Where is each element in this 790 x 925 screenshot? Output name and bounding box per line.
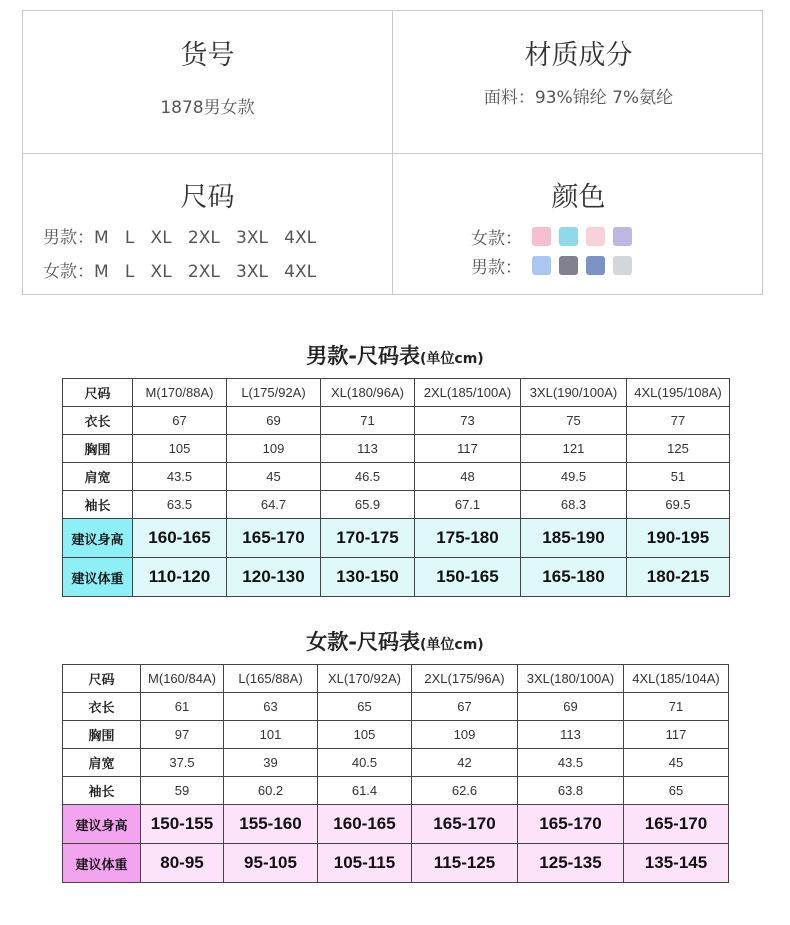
table-row (63, 407, 730, 435)
measurement-cell: 101 (224, 721, 318, 749)
measurement-cell: 105 (133, 435, 227, 463)
men-color-swatch (613, 256, 632, 275)
women-size-list (43, 257, 316, 282)
measurement-cell: 113 (518, 721, 624, 749)
men-size-list (43, 223, 316, 248)
suggestion-cell: 130-150 (321, 558, 415, 597)
suggestion-cell: 135-145 (624, 844, 729, 883)
measurement-cell: 65.9 (321, 491, 415, 519)
table-row (63, 721, 729, 749)
row-header-cell: 尺码 (63, 665, 141, 693)
measurement-cell: 63 (224, 693, 318, 721)
women-table-title-text: 女款-尺码表 (306, 630, 421, 654)
table-row (63, 463, 730, 491)
measurement-cell: 109 (412, 721, 518, 749)
size-header-cell: 4XL(195/108A) (627, 379, 730, 407)
women-color-swatch (613, 227, 632, 246)
measurement-cell: 125 (627, 435, 730, 463)
size-header-cell: 3XL(180/100A) (518, 665, 624, 693)
size-header-cell: XL(180/96A) (321, 379, 415, 407)
men-color-swatch (559, 256, 578, 275)
measurement-cell: 67 (133, 407, 227, 435)
sizes-title: 尺码 (180, 182, 235, 213)
suggestion-row (63, 558, 730, 597)
men-table-unit: (单位cm) (420, 351, 484, 367)
men-size-table (62, 378, 730, 597)
measurement-cell: 113 (321, 435, 415, 463)
measurement-cell: 67.1 (415, 491, 521, 519)
measurement-cell: 65 (318, 693, 412, 721)
women-size-values: M L XL 2XL 3XL 4XL (94, 262, 317, 282)
row-header-cell: 胸围 (63, 721, 141, 749)
men-color-swatch (586, 256, 605, 275)
row-header-cell: 建议身高 (63, 519, 133, 558)
row-header-cell: 胸围 (63, 435, 133, 463)
measurement-cell: 68.3 (521, 491, 627, 519)
men-table-title (0, 340, 790, 370)
measurement-cell: 45 (624, 749, 729, 777)
measurement-cell: 64.7 (227, 491, 321, 519)
table-header-row (63, 379, 730, 407)
measurement-cell: 61.4 (318, 777, 412, 805)
measurement-cell: 49.5 (521, 463, 627, 491)
suggestion-cell: 165-170 (227, 519, 321, 558)
suggestion-row (63, 805, 729, 844)
men-color-row (471, 254, 640, 276)
measurement-cell: 63.8 (518, 777, 624, 805)
men-size-label: 男款： (43, 228, 94, 248)
table-header-row (63, 665, 729, 693)
item-no-title: 货号 (180, 40, 235, 71)
measurement-cell: 69.5 (627, 491, 730, 519)
measurement-cell: 48 (415, 463, 521, 491)
suggestion-cell: 155-160 (224, 805, 318, 844)
measurement-cell: 67 (412, 693, 518, 721)
measurement-cell: 43.5 (133, 463, 227, 491)
size-header-cell: L(175/92A) (227, 379, 321, 407)
suggestion-row (63, 519, 730, 558)
size-header-cell: 2XL(175/96A) (412, 665, 518, 693)
measurement-cell: 97 (141, 721, 224, 749)
men-color-label: 男款： (471, 257, 522, 278)
suggestion-cell: 150-165 (415, 558, 521, 597)
measurement-cell: 69 (518, 693, 624, 721)
material-title: 材质成分 (524, 40, 633, 71)
measurement-cell: 71 (321, 407, 415, 435)
women-table-title (0, 626, 790, 656)
row-header-cell: 衣长 (63, 693, 141, 721)
measurement-cell: 61 (141, 693, 224, 721)
size-header-cell: L(165/88A) (224, 665, 318, 693)
grid-divider-horizontal (23, 153, 762, 154)
table-row (63, 435, 730, 463)
suggestion-cell: 150-155 (141, 805, 224, 844)
measurement-cell: 77 (627, 407, 730, 435)
suggestion-cell: 165-170 (412, 805, 518, 844)
suggestion-cell: 105-115 (318, 844, 412, 883)
measurement-cell: 60.2 (224, 777, 318, 805)
suggestion-cell: 80-95 (141, 844, 224, 883)
measurement-cell: 117 (624, 721, 729, 749)
men-size-values: M L XL 2XL 3XL 4XL (94, 228, 317, 248)
size-header-cell: 3XL(190/100A) (521, 379, 627, 407)
men-color-swatch (532, 256, 551, 275)
measurement-cell: 109 (227, 435, 321, 463)
suggestion-cell: 120-130 (227, 558, 321, 597)
suggestion-cell: 165-170 (624, 805, 729, 844)
measurement-cell: 117 (415, 435, 521, 463)
measurement-cell: 69 (227, 407, 321, 435)
table-row (63, 749, 729, 777)
product-info-grid (22, 10, 763, 295)
size-header-cell: XL(170/92A) (318, 665, 412, 693)
women-color-swatch (559, 227, 578, 246)
suggestion-cell: 180-215 (627, 558, 730, 597)
suggestion-cell: 115-125 (412, 844, 518, 883)
suggestion-cell: 170-175 (321, 519, 415, 558)
women-color-row (471, 225, 640, 247)
suggestion-cell: 160-165 (318, 805, 412, 844)
row-header-cell: 建议身高 (63, 805, 141, 844)
colors-title: 颜色 (551, 182, 606, 213)
suggestion-cell: 125-135 (518, 844, 624, 883)
measurement-cell: 40.5 (318, 749, 412, 777)
measurement-cell: 65 (624, 777, 729, 805)
women-size-label: 女款： (43, 262, 94, 282)
row-header-cell: 尺码 (63, 379, 133, 407)
measurement-cell: 42 (412, 749, 518, 777)
measurement-cell: 105 (318, 721, 412, 749)
measurement-cell: 75 (521, 407, 627, 435)
row-header-cell: 建议体重 (63, 558, 133, 597)
measurement-cell: 71 (624, 693, 729, 721)
material-value: 面料：93%锦纶 7%氨纶 (483, 88, 674, 108)
measurement-cell: 45 (227, 463, 321, 491)
table-row (63, 777, 729, 805)
row-header-cell: 肩宽 (63, 749, 141, 777)
measurement-cell: 62.6 (412, 777, 518, 805)
women-table-unit: (单位cm) (420, 637, 484, 653)
row-header-cell: 袖长 (63, 777, 141, 805)
table-row (63, 693, 729, 721)
measurement-cell: 73 (415, 407, 521, 435)
size-header-cell: 2XL(185/100A) (415, 379, 521, 407)
women-color-swatch (532, 227, 551, 246)
suggestion-cell: 190-195 (627, 519, 730, 558)
row-header-cell: 衣长 (63, 407, 133, 435)
item-no-value: 1878男女款 (160, 98, 255, 118)
size-header-cell: M(160/84A) (141, 665, 224, 693)
suggestion-row (63, 844, 729, 883)
measurement-cell: 39 (224, 749, 318, 777)
size-header-cell: M(170/88A) (133, 379, 227, 407)
women-color-swatch (586, 227, 605, 246)
suggestion-cell: 175-180 (415, 519, 521, 558)
suggestion-cell: 185-190 (521, 519, 627, 558)
suggestion-cell: 95-105 (224, 844, 318, 883)
suggestion-cell: 165-180 (521, 558, 627, 597)
table-row (63, 491, 730, 519)
suggestion-cell: 165-170 (518, 805, 624, 844)
measurement-cell: 46.5 (321, 463, 415, 491)
women-size-table (62, 664, 729, 883)
measurement-cell: 59 (141, 777, 224, 805)
measurement-cell: 63.5 (133, 491, 227, 519)
men-table-title-text: 男款-尺码表 (306, 344, 421, 368)
suggestion-cell: 110-120 (133, 558, 227, 597)
suggestion-cell: 160-165 (133, 519, 227, 558)
row-header-cell: 袖长 (63, 491, 133, 519)
measurement-cell: 37.5 (141, 749, 224, 777)
measurement-cell: 51 (627, 463, 730, 491)
measurement-cell: 121 (521, 435, 627, 463)
measurement-cell: 43.5 (518, 749, 624, 777)
size-header-cell: 4XL(185/104A) (624, 665, 729, 693)
women-color-label: 女款： (471, 228, 522, 249)
row-header-cell: 建议体重 (63, 844, 141, 883)
row-header-cell: 肩宽 (63, 463, 133, 491)
